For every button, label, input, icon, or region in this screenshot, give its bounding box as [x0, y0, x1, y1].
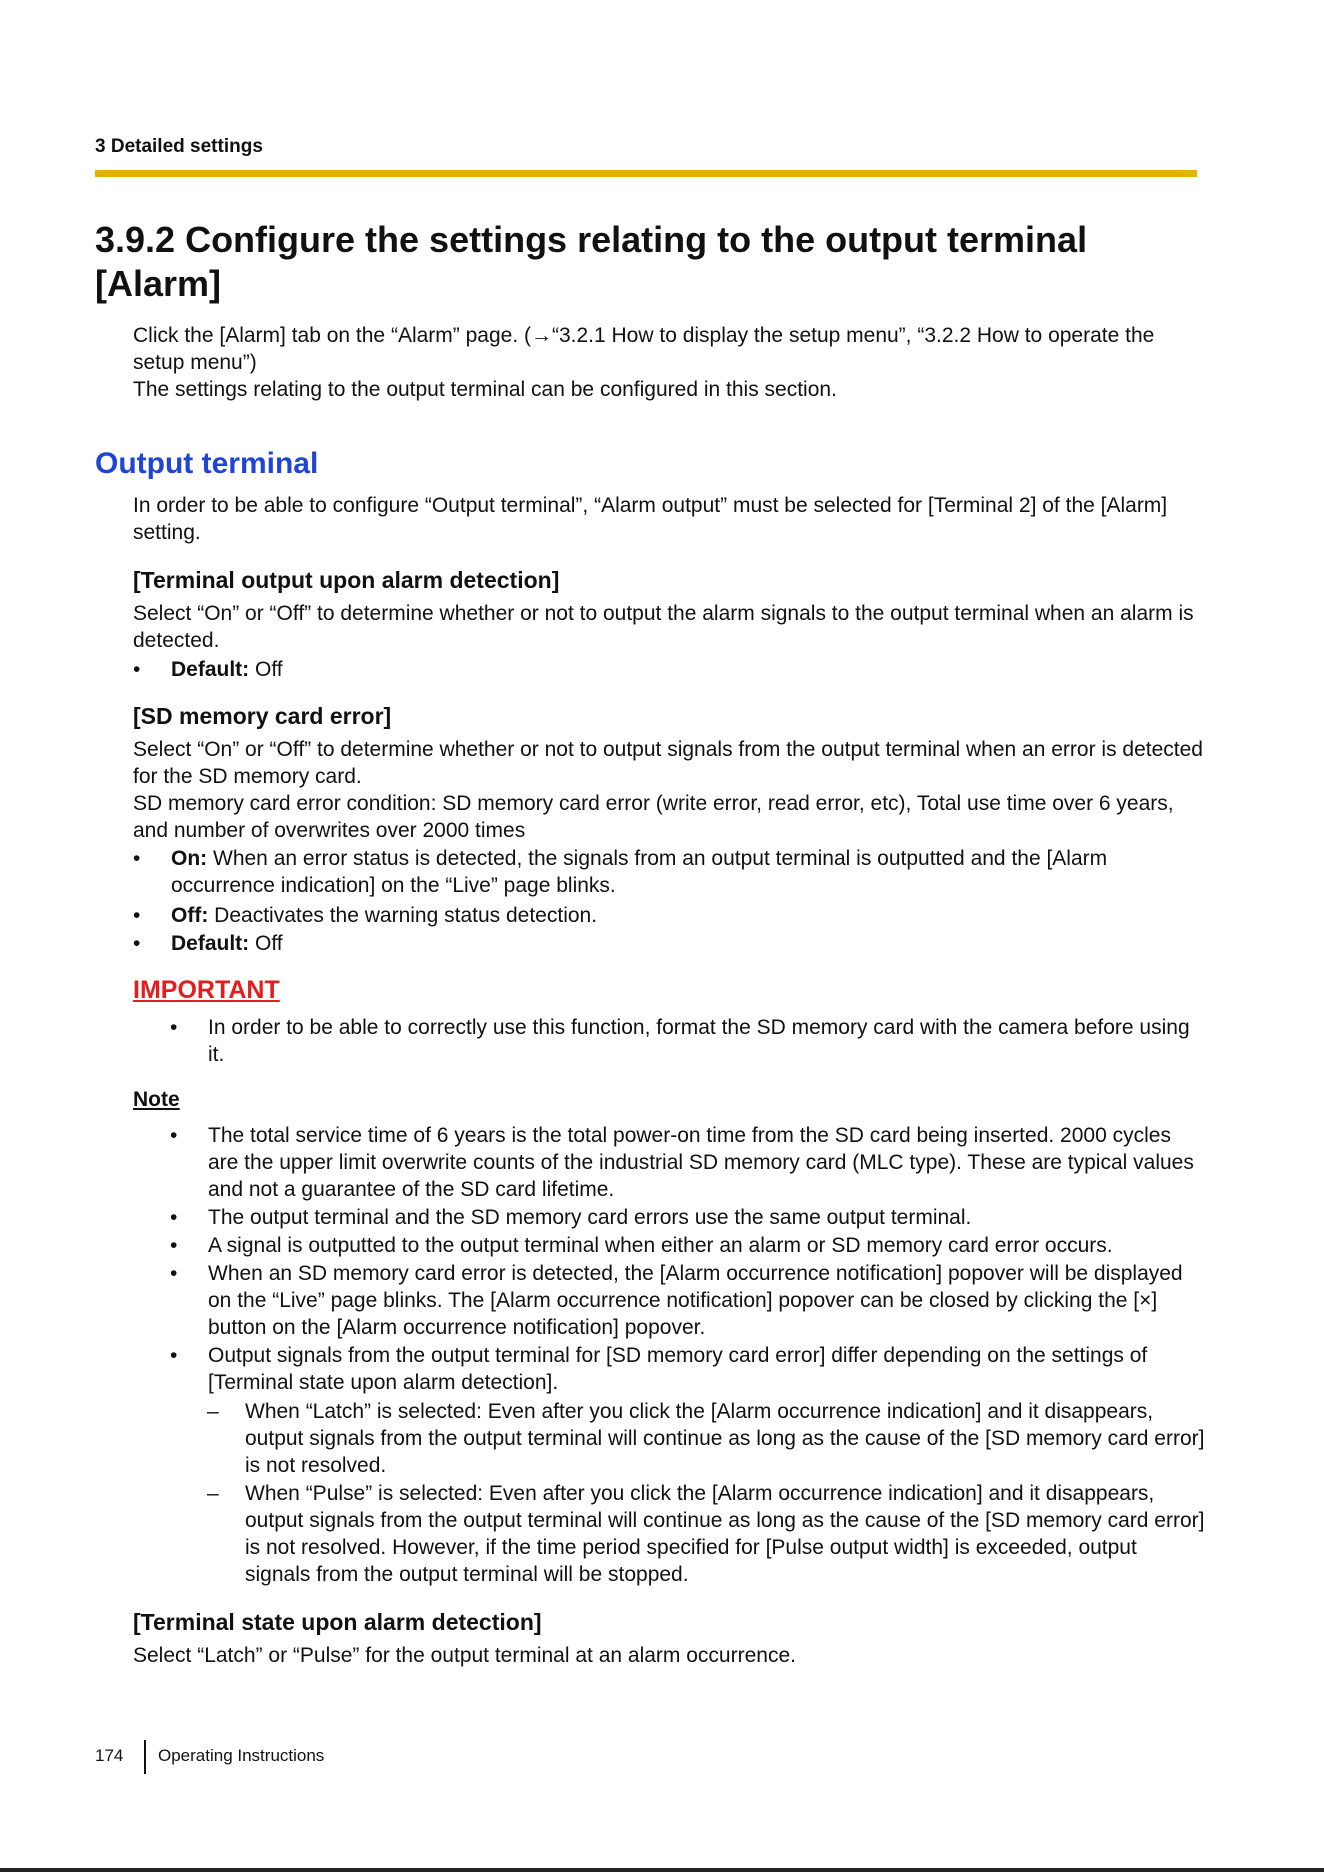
important-label: IMPORTANT	[133, 976, 280, 1004]
note-text: A signal is outputted to the output terminal when either an alarm or SD memory card error occurs.	[208, 1234, 1113, 1257]
terminal-output-alarm-text: Select “On” or “Off” to determine whether or not to output the alarm signals to the output terminal when an alarm is detected.	[133, 602, 1194, 652]
sd-error-text-2: SD memory card error condition: SD memory card error (write error, read error, etc), Total use time over 6 years, and number of overwrites over 2000 times	[133, 792, 1174, 842]
bottom-border	[0, 1868, 1324, 1872]
default-value: Off	[255, 658, 283, 681]
footer-label: Operating Instructions	[158, 1746, 325, 1765]
header-rule	[95, 170, 1197, 177]
sd-error-text-1: Select “On” or “Off” to determine whether or not to output signals from the output terminal when an error is detected for the SD memory card.	[133, 738, 1203, 788]
chapter-title: 3.9.2 Configure the settings relating to the output terminal [Alarm]	[95, 219, 1088, 304]
intro-navigation-text: Click the [Alarm] tab on the “Alarm” page. (→“3.2.1 How to display the setup menu”, “3.2.2 How to operate the setup menu”)	[133, 324, 1155, 374]
off-description: Deactivates the warning status detection.	[214, 904, 598, 927]
dash-glyph: –	[207, 1400, 219, 1423]
note-text: The output terminal and the SD memory card errors use the same output terminal.	[208, 1206, 972, 1229]
on-label: On:	[171, 847, 208, 870]
note-label: Note	[133, 1088, 180, 1111]
output-terminal-description: In order to be able to configure “Output terminal”, “Alarm output” must be selected for [Terminal 2] of the [Alarm] setting.	[133, 494, 1168, 544]
bullet-glyph: •	[133, 847, 141, 870]
default-label: Default:	[171, 658, 250, 681]
bullet-glyph: •	[170, 1234, 178, 1257]
note-subitem-text: When “Pulse” is selected: Even after you click the [Alarm occurrence indication] and it disappears, output signals from the output terminal will continue as long as the cause of the [SD memory card error] is not resolved. However, if the time period specified for [Pulse output width] is exceeded, output signals from the output terminal will be stopped.	[245, 1482, 1205, 1586]
heading-terminal-output-alarm: [Terminal output upon alarm detection]	[133, 567, 560, 593]
important-text: In order to be able to correctly use this function, format the SD memory card with the camera before using it.	[208, 1016, 1190, 1066]
bullet-glyph: •	[133, 932, 141, 955]
bullet-glyph: •	[170, 1262, 178, 1285]
section-title-output-terminal: Output terminal	[95, 447, 319, 480]
dash-glyph: –	[207, 1482, 219, 1505]
running-header: 3 Detailed settings	[95, 136, 263, 157]
bullet-glyph: •	[170, 1344, 178, 1367]
bullet-glyph: •	[170, 1124, 178, 1147]
note-text: Output signals from the output terminal for [SD memory card error] differ depending on the settings of [Terminal state upon alarm detection].	[208, 1344, 1148, 1394]
bullet-glyph: •	[133, 904, 141, 927]
footer-divider	[144, 1740, 146, 1774]
terminal-state-text: Select “Latch” or “Pulse” for the output terminal at an alarm occurrence.	[133, 1644, 796, 1667]
note-text: The total service time of 6 years is the total power-on time from the SD card being inserted. 2000 cycles are the upper limit overwrite counts of the industrial SD memory card (MLC type). These are typical values and not a guarantee of the SD card lifetime.	[208, 1124, 1194, 1201]
heading-sd-memory-card-error: [SD memory card error]	[133, 703, 392, 729]
default-value: Off	[255, 932, 283, 955]
bullet-glyph: •	[133, 658, 141, 681]
default-label: Default:	[171, 932, 250, 955]
note-subitem-text: When “Latch” is selected: Even after you click the [Alarm occurrence indication] and it disappears, output signals from the output terminal will continue as long as the cause of the [SD memory card error] is not resolved.	[245, 1400, 1205, 1477]
bullet-glyph: •	[170, 1016, 178, 1039]
intro-summary-text: The settings relating to the output terminal can be configured in this section.	[133, 378, 837, 401]
bullet-glyph: •	[170, 1206, 178, 1229]
note-text: When an SD memory card error is detected, the [Alarm occurrence notification] popover will be displayed on the “Live” page blinks. The [Alarm occurrence notification] popover can be closed by clicking the [×] button on the [Alarm occurrence notification] popover.	[208, 1262, 1183, 1339]
off-label: Off:	[171, 904, 209, 927]
on-description: When an error status is detected, the signals from an output terminal is outputted and the [Alarm occurrence indication] on the “Live” page blinks.	[171, 847, 1108, 897]
heading-terminal-state-alarm: [Terminal state upon alarm detection]	[133, 1609, 542, 1635]
page-number: 174	[95, 1746, 124, 1765]
